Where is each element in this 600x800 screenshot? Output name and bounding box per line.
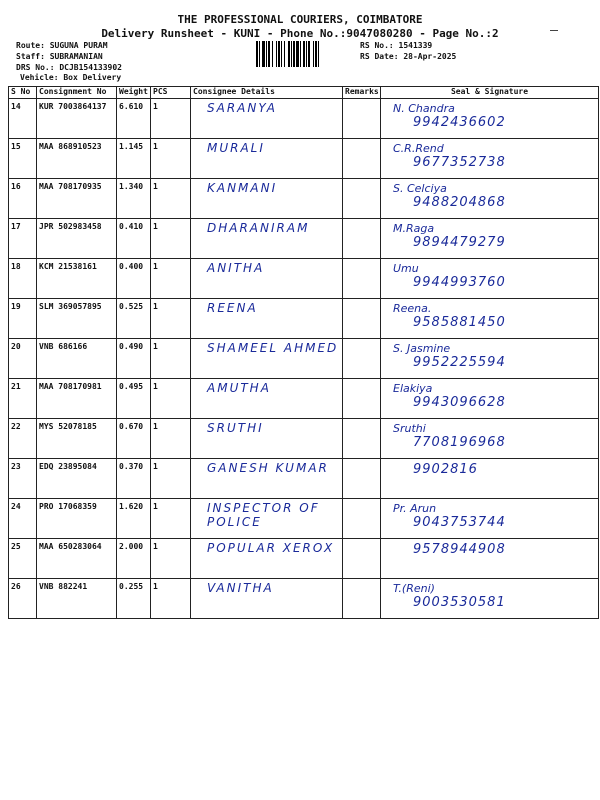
row-remarks xyxy=(343,379,381,419)
row-weight: 1.620 xyxy=(117,499,151,539)
signature-name: S. Celciya xyxy=(393,182,447,195)
signature-name: N. Chandra xyxy=(393,102,455,115)
row-pcs: 1 xyxy=(151,259,191,299)
signature-name: M.Raga xyxy=(393,222,435,235)
signature-phone: 9952225594 xyxy=(413,355,506,370)
table-header-row xyxy=(9,87,599,99)
row-signature xyxy=(381,179,599,219)
consignee-handwritten-name: DHARANIRAM xyxy=(207,221,310,235)
signature-phone: 9043753744 xyxy=(413,515,506,530)
rs-number: RS No.: 1541339 xyxy=(360,41,433,50)
row-pcs: 1 xyxy=(151,419,191,459)
col-sno: S No xyxy=(9,87,37,99)
row-sno: 19 xyxy=(9,299,37,339)
company-title: THE PROFESSIONAL COURIERS, COIMBATORE xyxy=(177,13,423,26)
row-consignment: KCM 21538161 xyxy=(37,259,117,299)
row-remarks xyxy=(343,99,381,139)
row-signature xyxy=(381,499,599,539)
signature-phone: 9894479279 xyxy=(413,235,506,250)
row-consignee xyxy=(191,299,343,339)
col-seal: Seal & Signature xyxy=(381,87,599,99)
row-remarks xyxy=(343,579,381,619)
row-consignment: MAA 708170981 xyxy=(37,379,117,419)
table-row xyxy=(9,259,599,299)
row-remarks xyxy=(343,259,381,299)
row-sno: 24 xyxy=(9,499,37,539)
row-sno: 22 xyxy=(9,419,37,459)
row-weight: 0.255 xyxy=(117,579,151,619)
consignee-handwritten-name: MURALI xyxy=(207,141,265,155)
row-consignee xyxy=(191,459,343,499)
row-pcs: 1 xyxy=(151,219,191,259)
table-row xyxy=(9,99,599,139)
runsheet-table xyxy=(8,86,599,619)
row-pcs: 1 xyxy=(151,179,191,219)
signature-name: C.R.Rend xyxy=(393,142,444,155)
row-sno: 17 xyxy=(9,219,37,259)
col-remarks: Remarks xyxy=(343,87,381,99)
row-weight: 1.145 xyxy=(117,139,151,179)
row-consignee xyxy=(191,579,343,619)
row-signature xyxy=(381,379,599,419)
row-consignee xyxy=(191,379,343,419)
rs-date: RS Date: 28-Apr-2025 xyxy=(360,52,457,61)
row-pcs: 1 xyxy=(151,539,191,579)
row-consignee xyxy=(191,259,343,299)
table-row xyxy=(9,419,599,459)
barcode-image xyxy=(256,41,342,67)
consignee-handwritten-name: INSPECTOR OF POLICE xyxy=(207,501,320,529)
row-remarks xyxy=(343,339,381,379)
row-pcs: 1 xyxy=(151,139,191,179)
row-weight: 0.525 xyxy=(117,299,151,339)
row-weight: 2.000 xyxy=(117,539,151,579)
table-row xyxy=(9,219,599,259)
row-pcs: 1 xyxy=(151,99,191,139)
signature-phone: 9943096628 xyxy=(413,395,506,410)
signature-phone: 9488204868 xyxy=(413,195,506,210)
row-weight: 0.495 xyxy=(117,379,151,419)
page-mark xyxy=(550,30,558,31)
row-weight: 1.340 xyxy=(117,179,151,219)
staff-label: Staff: SUBRAMANIAN xyxy=(16,52,103,61)
consignee-handwritten-name: REENA xyxy=(207,301,258,315)
consignee-handwritten-name: SRUTHI xyxy=(207,421,264,435)
row-remarks xyxy=(343,219,381,259)
row-signature xyxy=(381,99,599,139)
row-signature xyxy=(381,339,599,379)
signature-name: Elakiya xyxy=(393,382,433,395)
table-row xyxy=(9,299,599,339)
row-consignee xyxy=(191,339,343,379)
row-consignment: KUR 7003864137 xyxy=(37,99,117,139)
consignee-handwritten-name: POPULAR XEROX xyxy=(207,541,335,555)
signature-phone: 9585881450 xyxy=(413,315,506,330)
row-consignee xyxy=(191,419,343,459)
consignee-handwritten-name: VANITHA xyxy=(207,581,274,595)
table-row xyxy=(9,579,599,619)
row-signature xyxy=(381,139,599,179)
row-sno: 18 xyxy=(9,259,37,299)
row-remarks xyxy=(343,139,381,179)
signature-phone: 9578944908 xyxy=(413,542,506,557)
row-signature xyxy=(381,459,599,499)
row-pcs: 1 xyxy=(151,379,191,419)
row-consignee xyxy=(191,139,343,179)
signature-name: Umu xyxy=(393,262,419,275)
row-sno: 21 xyxy=(9,379,37,419)
row-signature xyxy=(381,259,599,299)
row-sno: 14 xyxy=(9,99,37,139)
row-signature xyxy=(381,299,599,339)
signature-name: Pr. Arun xyxy=(393,502,437,515)
signature-phone: 9902816 xyxy=(413,462,478,477)
row-consignee xyxy=(191,219,343,259)
row-sno: 20 xyxy=(9,339,37,379)
row-sno: 26 xyxy=(9,579,37,619)
row-sno: 25 xyxy=(9,539,37,579)
row-signature xyxy=(381,539,599,579)
row-consignment: EDQ 23895084 xyxy=(37,459,117,499)
row-weight: 0.400 xyxy=(117,259,151,299)
row-remarks xyxy=(343,539,381,579)
row-consignment: MYS 52078185 xyxy=(37,419,117,459)
row-signature xyxy=(381,579,599,619)
row-weight: 0.670 xyxy=(117,419,151,459)
table-row xyxy=(9,179,599,219)
row-consignee xyxy=(191,179,343,219)
table-row xyxy=(9,499,599,539)
row-pcs: 1 xyxy=(151,459,191,499)
row-remarks xyxy=(343,459,381,499)
drs-label: DRS No.: DCJB154133902 xyxy=(16,63,122,72)
row-pcs: 1 xyxy=(151,299,191,339)
row-signature xyxy=(381,419,599,459)
consignee-handwritten-name: KANMANI xyxy=(207,181,278,195)
row-sno: 15 xyxy=(9,139,37,179)
consignee-handwritten-name: SHAMEEL AHMED xyxy=(207,341,339,355)
row-remarks xyxy=(343,299,381,339)
table-row xyxy=(9,379,599,419)
row-consignment: SLM 369057895 xyxy=(37,299,117,339)
signature-name: Reena. xyxy=(393,302,432,315)
col-weight: Weight xyxy=(117,87,151,99)
table-row xyxy=(9,139,599,179)
col-consignment: Consignment No xyxy=(37,87,117,99)
row-consignment: PRO 17068359 xyxy=(37,499,117,539)
row-weight: 0.490 xyxy=(117,339,151,379)
row-remarks xyxy=(343,419,381,459)
table-row xyxy=(9,339,599,379)
row-weight: 6.610 xyxy=(117,99,151,139)
signature-phone: 9944993760 xyxy=(413,275,506,290)
table-row xyxy=(9,539,599,579)
table-row xyxy=(9,459,599,499)
signature-phone: 7708196968 xyxy=(413,435,506,450)
signature-phone: 9003530581 xyxy=(413,595,506,610)
row-weight: 0.370 xyxy=(117,459,151,499)
row-consignment: VNB 686166 xyxy=(37,339,117,379)
row-sno: 23 xyxy=(9,459,37,499)
signature-phone: 9677352738 xyxy=(413,155,506,170)
runsheet-subtitle: Delivery Runsheet - KUNI - Phone No.:9047080280 - Page No.:2 xyxy=(101,27,499,40)
route-label: Route: SUGUNA PURAM xyxy=(16,41,108,50)
row-consignment: MAA 650283064 xyxy=(37,539,117,579)
consignee-handwritten-name: GANESH KUMAR xyxy=(207,461,329,475)
vehicle-label: Vehicle: Box Delivery xyxy=(20,73,122,82)
signature-name: Sruthi xyxy=(393,422,426,435)
row-consignment: MAA 868910523 xyxy=(37,139,117,179)
consignee-handwritten-name: ANITHA xyxy=(207,261,265,275)
col-consignee: Consignee Details xyxy=(191,87,343,99)
row-consignment: JPR 502983458 xyxy=(37,219,117,259)
row-consignee xyxy=(191,99,343,139)
row-consignment: MAA 708170935 xyxy=(37,179,117,219)
row-consignee xyxy=(191,539,343,579)
consignee-handwritten-name: SARANYA xyxy=(207,101,277,115)
consignee-handwritten-name: AMUTHA xyxy=(207,381,271,395)
signature-phone: 9942436602 xyxy=(413,115,506,130)
row-sno: 16 xyxy=(9,179,37,219)
signature-name: S. Jasmine xyxy=(393,342,451,355)
row-pcs: 1 xyxy=(151,579,191,619)
row-weight: 0.410 xyxy=(117,219,151,259)
row-pcs: 1 xyxy=(151,499,191,539)
row-signature xyxy=(381,219,599,259)
row-remarks xyxy=(343,179,381,219)
row-consignment: VNB 882241 xyxy=(37,579,117,619)
col-pcs: PCS xyxy=(151,87,191,99)
row-remarks xyxy=(343,499,381,539)
row-pcs: 1 xyxy=(151,339,191,379)
signature-name: T.(Reni) xyxy=(393,582,435,595)
row-consignee xyxy=(191,499,343,539)
